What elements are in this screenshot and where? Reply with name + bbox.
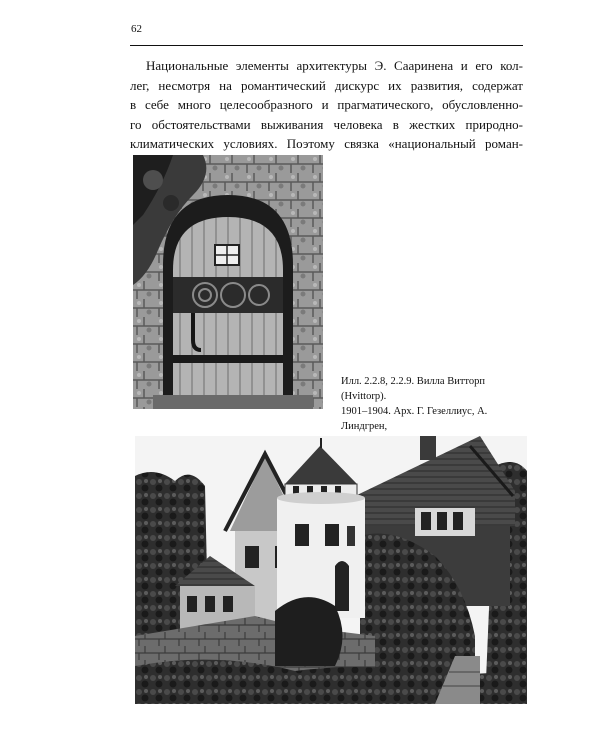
body-line: в себе много целесообразного и прагматического, обусловленно-	[130, 97, 523, 112]
caption-line: 1901–1904. Арх. Г. Гезеллиус, А. Линдгрен,	[341, 406, 488, 432]
arched-door-photo-icon	[133, 155, 323, 409]
body-line: лег, несмотря на романтический дискурс их развития, содержат	[130, 77, 523, 93]
body-paragraph	[130, 56, 523, 154]
page-number: 62	[131, 23, 142, 35]
door-photo	[133, 155, 323, 409]
header-rule	[130, 45, 523, 46]
villa-photo	[135, 436, 527, 704]
villa-house-photo-icon	[135, 436, 527, 704]
body-line: климатических условиях. Поэтому связка «национальный роман-	[130, 136, 523, 151]
body-line: го обстоятельствами выживания человека в жестких природно-	[130, 116, 523, 132]
body-line: Национальные элементы архитектуры Э. Сааринена и его кол-	[146, 58, 523, 73]
caption-line: Илл. 2.2.8, 2.2.9. Вилла Витторп (Hvittorp).	[341, 376, 485, 402]
